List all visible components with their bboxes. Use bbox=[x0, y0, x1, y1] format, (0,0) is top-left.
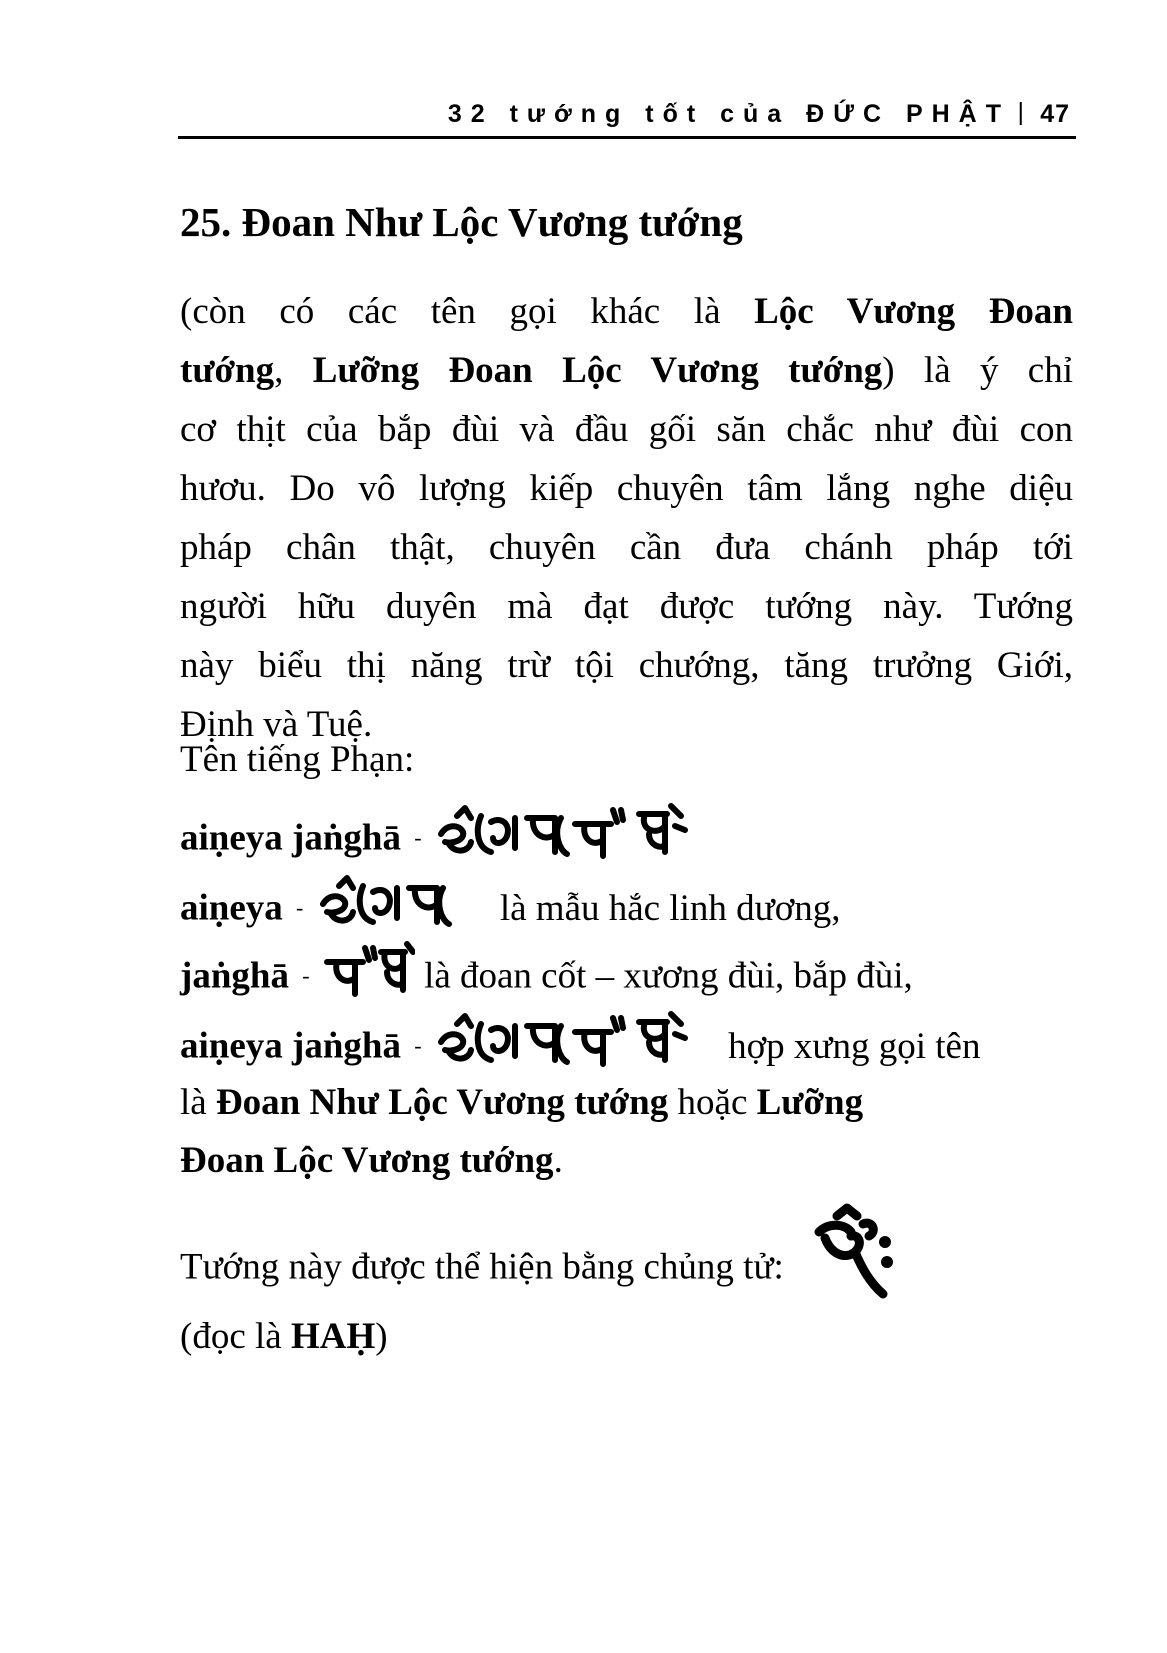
dash: - bbox=[296, 895, 304, 920]
sanskrit-meaning: là đoan cốt – xương đùi, bắp đùi, bbox=[424, 955, 913, 997]
dash: - bbox=[414, 1033, 422, 1058]
dash: - bbox=[414, 825, 422, 850]
text-span: (đọc là bbox=[180, 1316, 291, 1358]
sanskrit-meaning: là mẫu hắc linh dương, bbox=[499, 887, 841, 929]
bold-term: tướng bbox=[180, 350, 275, 391]
text-span: hoặc bbox=[668, 1082, 757, 1124]
text-span: ) là ý chỉ bbox=[882, 350, 1074, 391]
conclusion-line bbox=[180, 1136, 563, 1206]
sanskrit-row bbox=[180, 1010, 980, 1080]
description-paragraph bbox=[180, 282, 1073, 754]
page-number: 47 bbox=[1040, 100, 1070, 128]
sanskrit-row bbox=[180, 940, 913, 1010]
sanskrit-row bbox=[180, 872, 841, 942]
seed-reading-line bbox=[180, 1312, 388, 1382]
sanskrit-row bbox=[180, 802, 693, 872]
text-span: là bbox=[180, 1082, 216, 1124]
paragraph-line: Định và Tuệ. bbox=[180, 704, 373, 745]
siddham-script-image bbox=[317, 872, 477, 944]
bold-term: Lưỡng bbox=[756, 1082, 864, 1124]
dash: - bbox=[302, 963, 310, 988]
bold-term: Lưỡng Đoan Lộc Vương tướng bbox=[312, 350, 883, 391]
text-span: (còn có các tên gọi khác là bbox=[180, 291, 755, 332]
sanskrit-intro-text: Tên tiếng Phạn: bbox=[180, 739, 415, 781]
paragraph-line bbox=[180, 341, 1073, 400]
sanskrit-intro bbox=[180, 735, 414, 805]
text-span: ) bbox=[375, 1316, 388, 1358]
running-header bbox=[178, 96, 1076, 139]
paragraph-line: người hữu duyên mà đạt được tướng này. Tướng bbox=[180, 586, 1073, 627]
sanskrit-term: jaṅghā bbox=[180, 955, 289, 997]
section-title: 25. Đoan Như Lộc Vương tướng bbox=[180, 199, 743, 245]
siddham-script-image bbox=[435, 1010, 693, 1082]
siddham-script-image bbox=[435, 802, 693, 874]
paragraph-line: này biểu thị năng trừ tội chướng, tăng trưởng Giới, bbox=[180, 645, 1073, 686]
paragraph-line: cơ thịt của bắp đùi và đầu gối săn chắc như đùi con bbox=[180, 409, 1073, 450]
paragraph-line: pháp chân thật, chuyên cần đưa chánh pháp tới bbox=[180, 527, 1073, 568]
bold-term: Lộc Vương Đoan bbox=[754, 291, 1073, 332]
siddham-script-image bbox=[323, 940, 415, 1012]
header-separator: | bbox=[1017, 98, 1024, 126]
sanskrit-meaning: hợp xưng gọi tên bbox=[728, 1025, 981, 1067]
text-span: . bbox=[553, 1140, 563, 1182]
sanskrit-term: aiṇeya jaṅghā bbox=[180, 1025, 402, 1067]
running-title: 32 tướng tốt của ĐỨC PHẬT bbox=[447, 100, 1010, 128]
bold-term: Đoan Như Lộc Vương tướng bbox=[215, 1082, 669, 1124]
paragraph-line bbox=[180, 282, 1073, 341]
text-span: , bbox=[274, 350, 313, 391]
bold-term: Đoan Lộc Vương tướng bbox=[180, 1140, 554, 1182]
sanskrit-term: aiṇeya jaṅghā bbox=[180, 817, 402, 859]
seed-syllable-text: Tướng này được thể hiện bằng chủng tử: bbox=[180, 1246, 784, 1288]
sanskrit-term: aiṇeya bbox=[180, 887, 283, 929]
paragraph-line: hươu. Do vô lượng kiếp chuyên tâm lắng nghe diệu bbox=[180, 468, 1073, 509]
seed-syllable-glyph-icon bbox=[811, 1202, 897, 1312]
bold-term: HAḤ bbox=[290, 1316, 376, 1358]
